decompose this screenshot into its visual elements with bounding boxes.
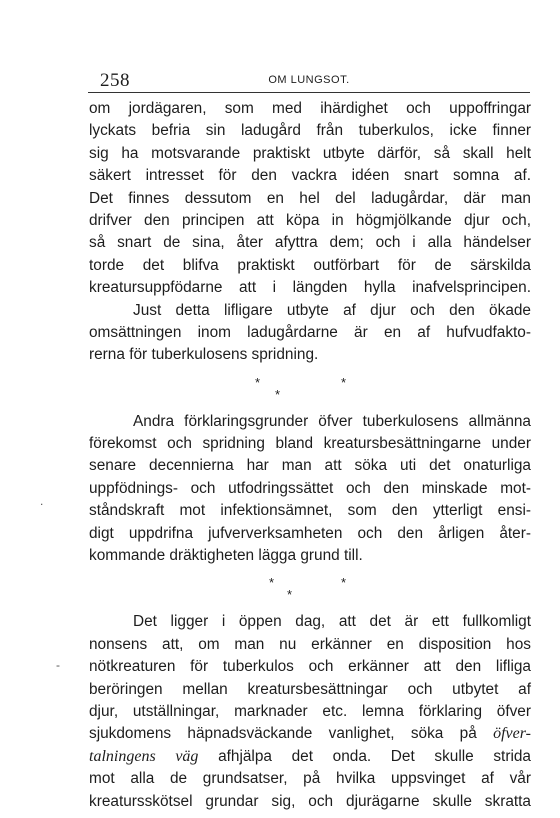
- text-line: kreatursuppfödarne att i längden hylla inafvelsprincipen.: [89, 279, 531, 297]
- running-title: OM LUNGSOT.: [268, 74, 350, 86]
- text-line: omsättningen inom ladugårdarne är en af hufvudfakto-: [89, 323, 531, 341]
- text-line: säkert intresset för den vackra idéen snart somna af.: [89, 167, 531, 185]
- text-line: mot alla de grundsatser, på hvilka uppsvinget af vår: [89, 770, 531, 788]
- asterisk-ornament: *: [255, 374, 261, 390]
- text-line: förekomst och spridning bland kreatursbesättningarne under: [89, 435, 531, 453]
- paragraph: [89, 98, 531, 300]
- text-line: uppfödnings- och utfodringssättet och den minskade mot-: [89, 479, 531, 497]
- margin-mark: -: [56, 658, 60, 672]
- asterisk-ornament: *: [275, 386, 281, 402]
- text-line: kommande dräktigheten lägga grund till.: [89, 547, 363, 565]
- text-line: digt uppdrifna jufververksamheten och den årligen åter-: [89, 524, 531, 542]
- text-line: Andra förklaringsgrunder öfver tuberkulosens allmänna: [133, 412, 531, 430]
- text-line: sig ha motsvarande praktiskt utbyte därför, så skall helt: [89, 144, 531, 162]
- text-line: kreatursskötsel grundar sig, och djurägarne skulle skratta: [89, 792, 531, 810]
- text-line: nötkreaturen för tuberkulos och erkänner att den lifliga: [89, 658, 531, 676]
- body-text: [89, 98, 531, 813]
- text-line: så snart de sina, åter afyttra dem; och i alla händelser: [89, 234, 531, 252]
- paragraph: [89, 300, 531, 367]
- italic-text: öfver-: [493, 725, 531, 743]
- text-line: Just detta lifligare utbyte af djur och den ökade: [133, 301, 531, 319]
- text-line: rerna för tuberkulosens spridning.: [89, 346, 319, 364]
- italic-text: väg: [175, 747, 199, 765]
- text-line: lyckats befria sin ladugård från tuberkulos, icke finner: [89, 122, 531, 140]
- margin-mark: .: [40, 494, 44, 508]
- page-number: 258: [100, 70, 130, 91]
- text-line: beröringen mellan kreatursbesättningar och utbytet af: [89, 680, 531, 698]
- text-run: afhjälpa det onda. Det skulle strida: [218, 747, 531, 765]
- text-line: ståndskraft mot infektionsämnet, som den ytterligt ensi-: [89, 502, 531, 520]
- text-line: djur, utställningar, marknader etc. lemna förklaring öfver: [89, 702, 531, 720]
- italic-text: talningens: [89, 747, 156, 765]
- text-run: sjukdomens häpnadsväckande vanlighet, söka på: [89, 725, 477, 743]
- asterisk-ornament: *: [341, 575, 347, 591]
- section-separator: [89, 567, 531, 611]
- text-line: [89, 746, 531, 768]
- asterisk-ornament: *: [341, 374, 347, 390]
- text-line: [89, 723, 531, 745]
- text-line: Det ligger i öppen dag, att det är ett fullkomligt: [133, 613, 531, 631]
- text-line: drifver den principen att köpa in högmjölkande djur och,: [89, 211, 531, 229]
- paragraph: [89, 411, 531, 568]
- text-line: nonsens att, om man nu erkänner en disposition hos: [89, 635, 531, 653]
- text-line: senare decennierna har man att söka uti det onaturliga: [89, 457, 531, 475]
- running-head: [88, 70, 530, 93]
- text-line: Det finnes dessutom en hel del ladugårdar, där man: [89, 189, 531, 207]
- paragraph: [89, 611, 531, 813]
- text-line: torde det blifva praktiskt outförbart för de särskilda: [89, 256, 531, 274]
- asterisk-ornament: *: [269, 575, 275, 591]
- section-separator: [89, 367, 531, 411]
- text-line: om jordägaren, som med ihärdighet och uppoffringar: [89, 100, 531, 117]
- asterisk-ornament: *: [287, 587, 293, 603]
